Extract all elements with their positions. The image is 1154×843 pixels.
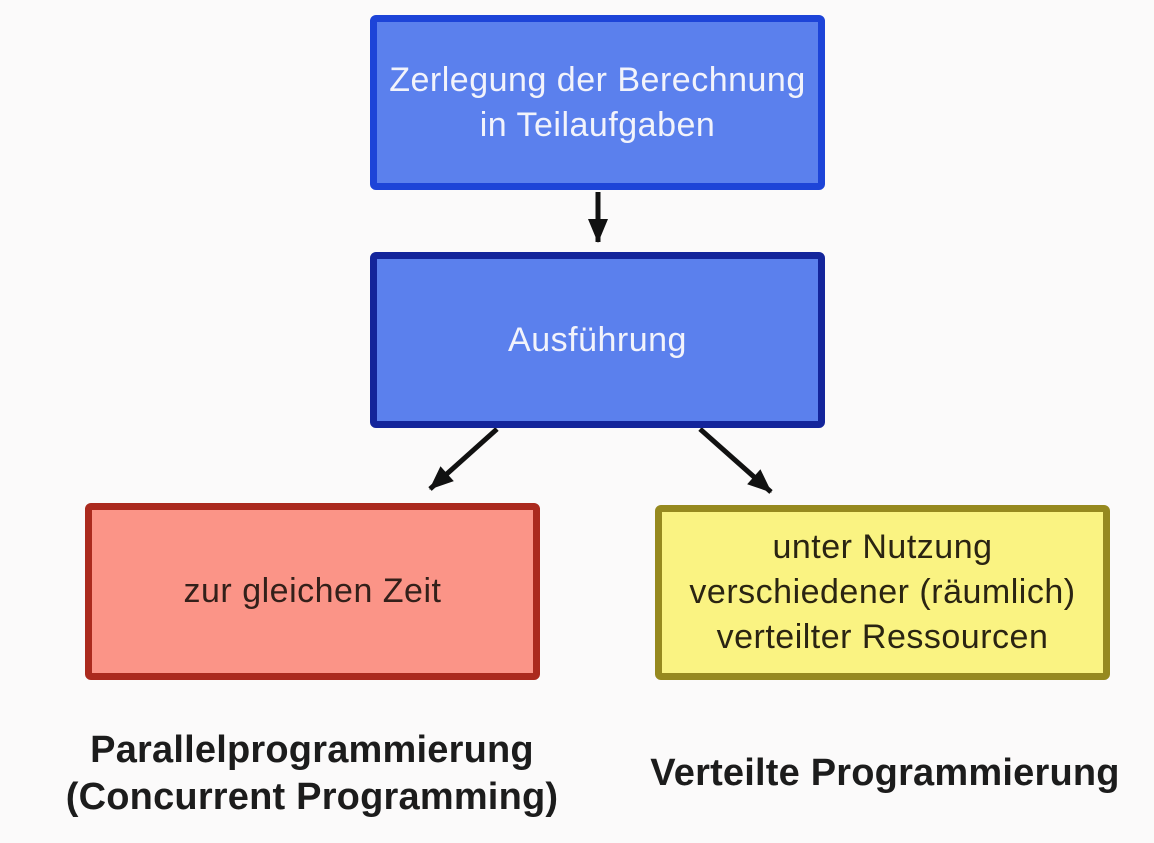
caption-parallel-programming: Parallelprogrammierung (Concurrent Programming) xyxy=(65,729,559,818)
arrow-execution-to-distributed-icon xyxy=(700,429,771,492)
node-decomposition xyxy=(370,15,825,190)
node-execution xyxy=(370,252,825,428)
caption-distributed-programming: Verteilte Programmierung xyxy=(650,752,1120,794)
node-decomposition-label: Zerlegung der Berechnung in Teilaufgaben xyxy=(389,60,806,144)
arrow-execution-to-same-time-icon xyxy=(430,429,497,489)
node-execution-label: Ausführung xyxy=(508,320,687,359)
node-same-time-label: zur gleichen Zeit xyxy=(183,572,442,610)
node-distributed-resources xyxy=(655,505,1110,680)
node-same-time xyxy=(85,503,540,680)
node-distributed-resources-label: unter Nutzung verschiedener (räumlich) verteilter Ressourcen xyxy=(689,528,1076,656)
